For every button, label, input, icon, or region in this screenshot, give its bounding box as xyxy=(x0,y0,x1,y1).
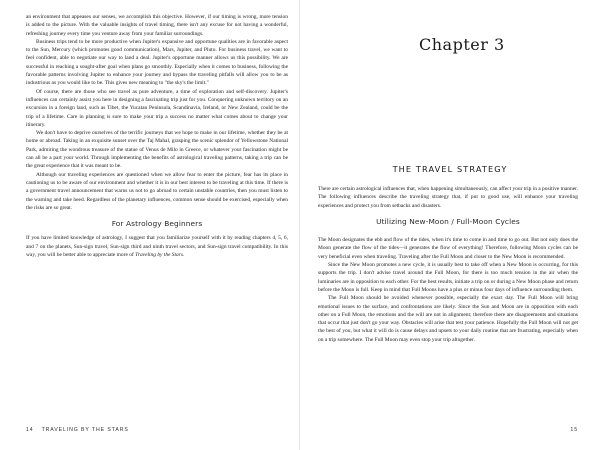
paragraph: Of course, there are those who see travel as pure adventure, a time of exploration and self-discovery. Jupiter's influences can certainly assist you here in designing a fascinating trip just for you. Conquering unknown territory on an excursion in a foreign land, such as Tibet, the Yucatan Peninsula, Scandinavia, Ireland, or New Zealand, could be the trip of a lifetime. Care in planning is sure to make your trip a success no matter what comes about to change your itinerary. xyxy=(26,88,288,128)
left-body xyxy=(26,13,288,259)
paragraph: Although our traveling experiences are questioned when we allow fear to enter the picture, fear has its place in cautioning us to be aware of our environment and whether it is in our best interest to be traveling at this time. If there is a government travel announcement that warns us not to go abroad to certain unstable countries, then you must listen to the warning and take heed. Regardless of the planetary influences, common sense should be exercised, especially when the risks are so great. xyxy=(26,171,288,211)
right-body xyxy=(318,185,578,344)
subheading-moon-cycles: Utilizing New-Moon / Full-Moon Cycles xyxy=(376,216,520,226)
page-number-left: 14 xyxy=(26,427,34,433)
paragraph: The Moon designates the ebb and flow of the tides, when it's time to come in and time to go out. But not only does the Moon generate the flow of the tides—it generates the flow of everything! Therefore, following Moon cycles can be very beneficial even when traveling. Traveling after the Full Moon and closer to the New Moon is recommended. xyxy=(318,237,578,260)
running-title: TRAVELING BY THE STARS xyxy=(41,427,129,433)
paragraph: an environment that appeases our senses, we accomplish this objective. However, if our timing is wrong, more tension is added to the picture. With the valuable insights of travel timing, there isn't any excuse for not having a wonderful, refreshing journey every time you venture away from your familiar surroundings. xyxy=(26,14,288,37)
right-footer xyxy=(570,427,578,433)
subheading-astrology-beginners: For Astrology Beginners xyxy=(111,219,203,229)
left-footer xyxy=(26,427,129,433)
paragraph-beginners xyxy=(26,234,288,259)
paragraph: We don't have to deprive ourselves of the terrific journeys that we hope to make in our lifetime, whether they be at home or abroad. Taking in an exquisite sunset over the Taj Mahal, grasping the scenic splendor of Yellowstone National Park, admiring the wondrous treasure of the statue of Venus de Milo in Greece, or whatever your fascination might be can all be a part your world. Through implementing the benefits of astrological traveling patterns, taking a trip can be the great experience that it was meant to be. xyxy=(26,130,288,170)
page-number-right: 15 xyxy=(570,427,578,433)
section-title: THE TRAVEL STRATEGY xyxy=(392,164,508,174)
book-gutter xyxy=(299,0,300,450)
chapter-heading: Chapter 3 xyxy=(419,35,505,54)
paragraph: The Full Moon should be avoided whenever possible, especially the exact day. The Full Moon will bring emotional issues to the surface, and confrontations are likely. Since the Sun and Moon are in opposition with each other on a Full Moon, the emotions and the will are not in alignment; therefore there are disagreements and situations that occur that just don't go your way. Obstacles will arise that test your patience. Hopefully the Full Moon will not get the best of you, but what it will do is cause delays and upsets to your daily routine that are frustrating, especially when on a trip somewhere. The Full Moon may even stop your trip altogether. xyxy=(318,295,578,343)
paragraph: Business trips tend to be more productive when Jupiter's expansive and opportune qualities are in favorable aspect to the Sun, Mercury (which promotes good communication), Mars, Jupiter, and Pluto. For business travel, we want to feel confident, able to negotiate our way to land a deal. Jupiter's opportune manner allows us this possibility. We are successful in reaching a sought-after goal when plans go smoothly. Especially when it comes to business, following the favorable patterns involving Jupiter to enhance your journey and bypass the traveling pitfalls will allow you to be as industrious as you would like to be. This gives new meaning to "the sky's the limit." xyxy=(26,38,288,87)
intro-paragraph: There are certain astrological influences that, when happening simultaneously, can affect your trip in a positive manner. The following influences describe the traveling strategy that, if put to good use, will enhance your traveling experiences and protect you from setbacks and disasters. xyxy=(318,186,578,209)
book-title-italic: Traveling by the Stars. xyxy=(135,252,185,259)
paragraph: Since the New Moon promotes a new cycle, it is usually best to take off when a New Moon is occurring, for this supports the trip. I don't advise travel around the Full Moon, for there is too much tension in the air when the luminaries are in opposition to each other. For the best results, initiate a trip on or during a New Moon phase and return before the Moon is full. Keep in mind that Full Moons have a plus or minus four days of influence surrounding them. xyxy=(318,262,578,293)
beginners-text: If you have limited knowledge of astrology, I suggest that you familiarize yourself with it by reading chapters 4, 5, 6, and 7 on the planets, Sun-sign travel, Sun-sign third and ninth travel sectors, and Sun-sign travel compatibility. In this way, you will be better able to appreciate more of xyxy=(26,235,288,259)
